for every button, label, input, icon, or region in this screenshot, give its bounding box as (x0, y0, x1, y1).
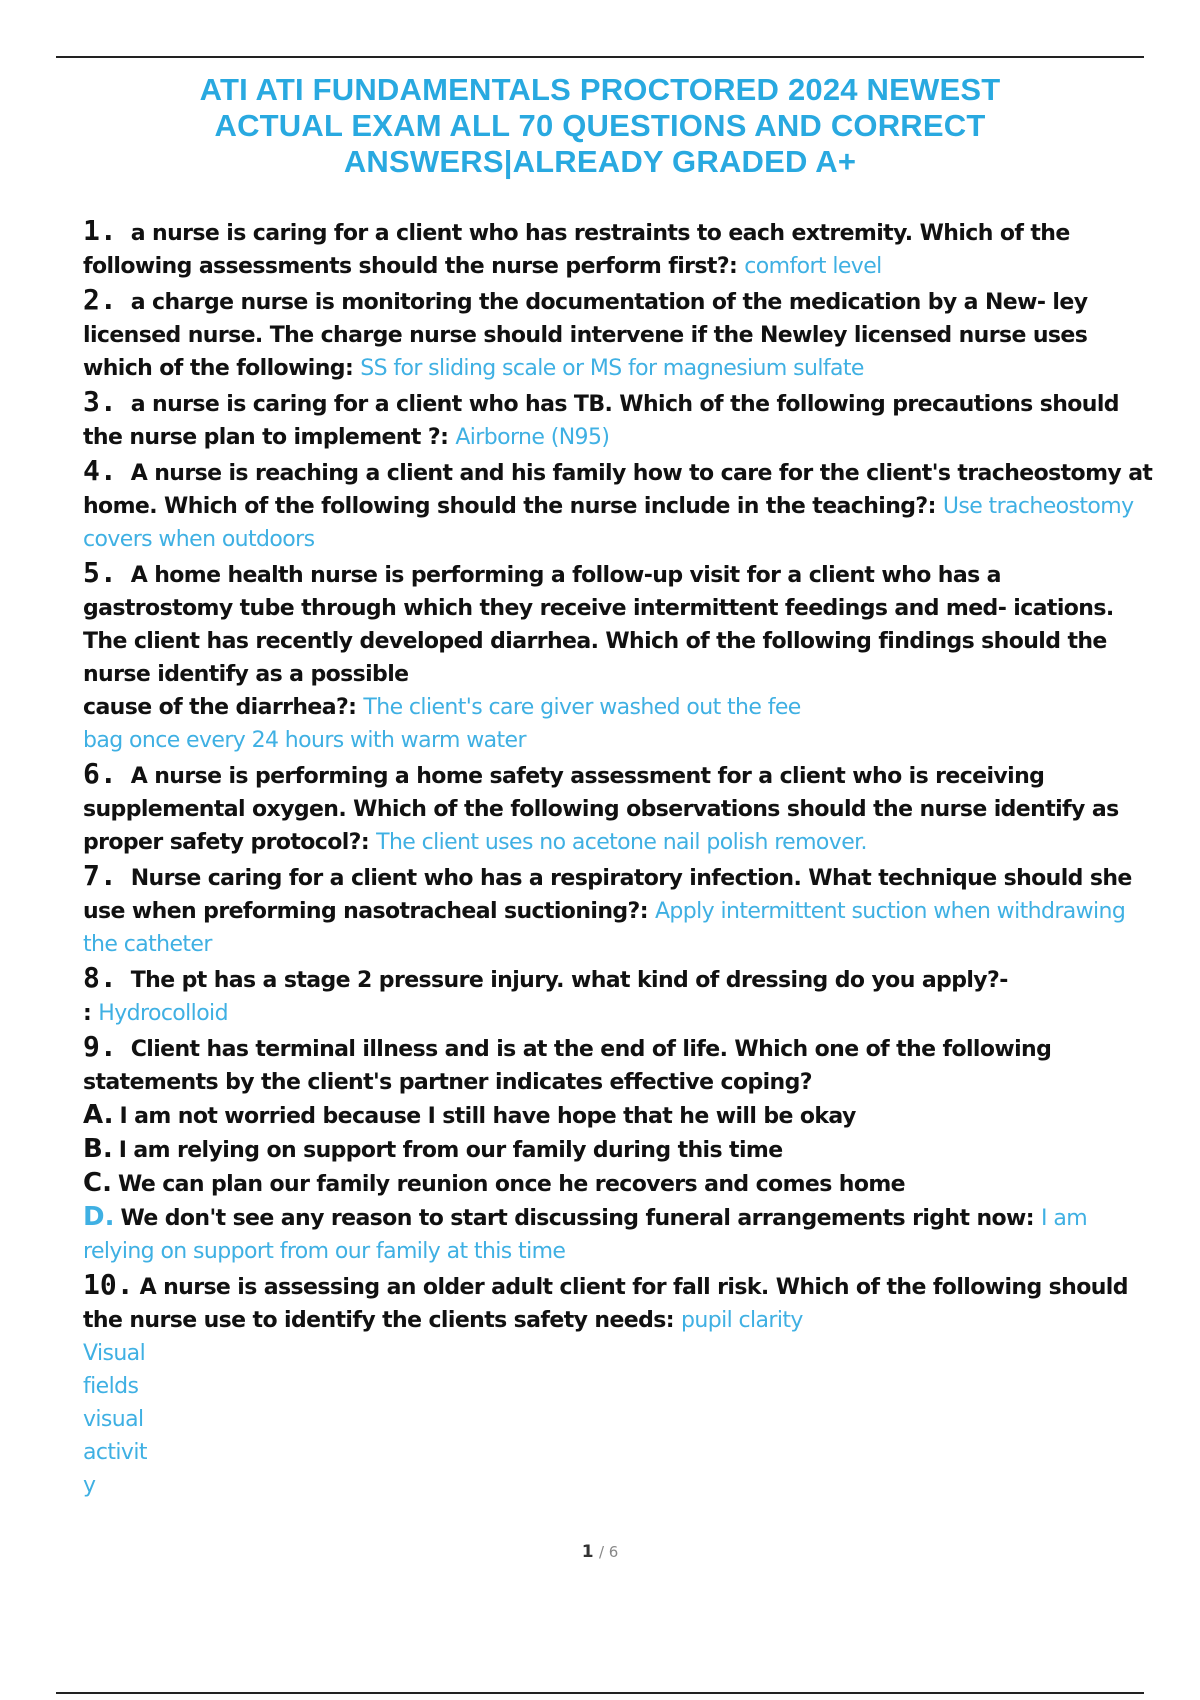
question-text: a charge nurse is monitoring the documentation of the medication by a New- ley licensed nurse. The charge nurse should intervene if the Newley licensed nurse uses which of the following: (83, 290, 1088, 381)
answer-text: SS for sliding scale or MS for magnesium sulfate (360, 356, 864, 381)
question-1 (83, 214, 1153, 283)
question-text: A nurse is assessing an older adult client for fall risk. Which of the following should the nurse use to identify the clients safety needs: (83, 1275, 1128, 1333)
question-7 (83, 859, 1153, 961)
question-text: Client has terminal illness and is at the end of life. Which one of the following statements by the client's partner indicates effective coping? (83, 1037, 1052, 1095)
option-letter-a: A. (83, 1100, 114, 1130)
document-title (80, 72, 1120, 180)
answer-text: I am relying on support from our family at this time (83, 1206, 1088, 1264)
option-letter-d: D. (83, 1202, 115, 1232)
question-text: The pt has a stage 2 pressure injury. what kind of dressing do you apply?- (130, 968, 1008, 993)
current-page: 1 (581, 1542, 594, 1562)
answer-text: pupil clarity (681, 1308, 803, 1333)
question-8 (83, 961, 1153, 1030)
question-text: A nurse is reaching a client and his family how to care for the client's tracheostomy at home. Which of the following should the nurse include in the teaching?: (83, 461, 1153, 519)
answer-line-4: activit (83, 1440, 147, 1465)
question-number: 5. (83, 556, 117, 589)
question-2 (83, 283, 1153, 385)
bottom-rule (56, 1692, 1144, 1694)
option-text-d: We don't see any reason to start discussing funeral arrangements right now: (120, 1206, 1034, 1231)
option-text-a: I am not worried because I still have hope that he will be okay (119, 1104, 856, 1129)
total-pages: / 6 (598, 1543, 619, 1561)
option-letter-c: C. (83, 1168, 112, 1198)
answer-line-1: Visual (83, 1341, 146, 1366)
question-10 (83, 1268, 1153, 1337)
option-letter-b: B. (83, 1134, 113, 1164)
answer-text: Airborne (N95) (455, 425, 610, 450)
question-text-continued: : (83, 1001, 92, 1026)
title-line-1: ATI ATI FUNDAMENTALS PROCTORED 2024 NEWEST (199, 72, 1001, 107)
question-text: Nurse caring for a client who has a respiratory infection. What technique should she use when preforming nasotracheal suctioning?: (83, 866, 1132, 924)
question-number: 3. (83, 385, 117, 418)
title-line-3: ANSWERS|ALREADY GRADED A+ (343, 144, 857, 179)
answer-list-continued (83, 1337, 1153, 1502)
answer-line-5: y (83, 1473, 96, 1498)
question-6 (83, 757, 1153, 859)
answer-text: The client's care giver washed out the fee (363, 695, 801, 720)
question-text-continued: cause of the diarrhea?: (83, 695, 357, 720)
answer-text-continued: bag once every 24 hours with warm water (83, 728, 526, 753)
question-number: 4. (83, 454, 117, 487)
question-text: a nurse is caring for a client who has TB. Which of the following precautions should the nurse plan to implement ?: (83, 392, 1119, 450)
answer-text: comfort level (744, 254, 882, 279)
title-line-2: ACTUAL EXAM ALL 70 QUESTIONS AND CORRECT (214, 108, 986, 143)
page-indicator (0, 1542, 1200, 1562)
question-text: a nurse is caring for a client who has restraints to each extremity. Which of the following assessments should the nurse perform first?: (83, 221, 1070, 279)
answer-line-2: fields (83, 1374, 139, 1399)
answer-text: The client uses no acetone nail polish remover. (376, 830, 867, 855)
question-text: A nurse is performing a home safety assessment for a client who is receiving supplemental oxygen. Which of the following observations should the nurse identify as proper safety protocol?: (83, 764, 1119, 855)
question-list (83, 214, 1153, 1502)
question-number: 10. (83, 1268, 134, 1301)
question-9 (83, 1030, 1153, 1268)
top-rule (56, 56, 1144, 58)
question-4 (83, 454, 1153, 556)
answer-text: Use tracheostomy covers when outdoors (83, 494, 1134, 552)
question-3 (83, 385, 1153, 454)
question-text: A home health nurse is performing a follow-up visit for a client who has a gastrostomy tube through which they receive intermittent feedings and med- ications. The client has recently developed diarrhea. Which of the following findings should the nurse identify as a possible (83, 563, 1114, 687)
question-number: 9. (83, 1030, 117, 1063)
question-number: 7. (83, 859, 117, 892)
answer-text: Apply intermittent suction when withdrawing the catheter (83, 899, 1126, 957)
answer-line-3: visual (83, 1407, 144, 1432)
answer-text: Hydrocolloid (98, 1001, 228, 1026)
question-number: 8. (83, 961, 117, 994)
question-number: 6. (83, 757, 117, 790)
option-text-b: I am relying on support from our family during this time (118, 1138, 783, 1163)
question-number: 1. (83, 214, 117, 247)
question-5 (83, 556, 1153, 757)
question-number: 2. (83, 283, 117, 316)
option-text-c: We can plan our family reunion once he recovers and comes home (117, 1172, 905, 1197)
